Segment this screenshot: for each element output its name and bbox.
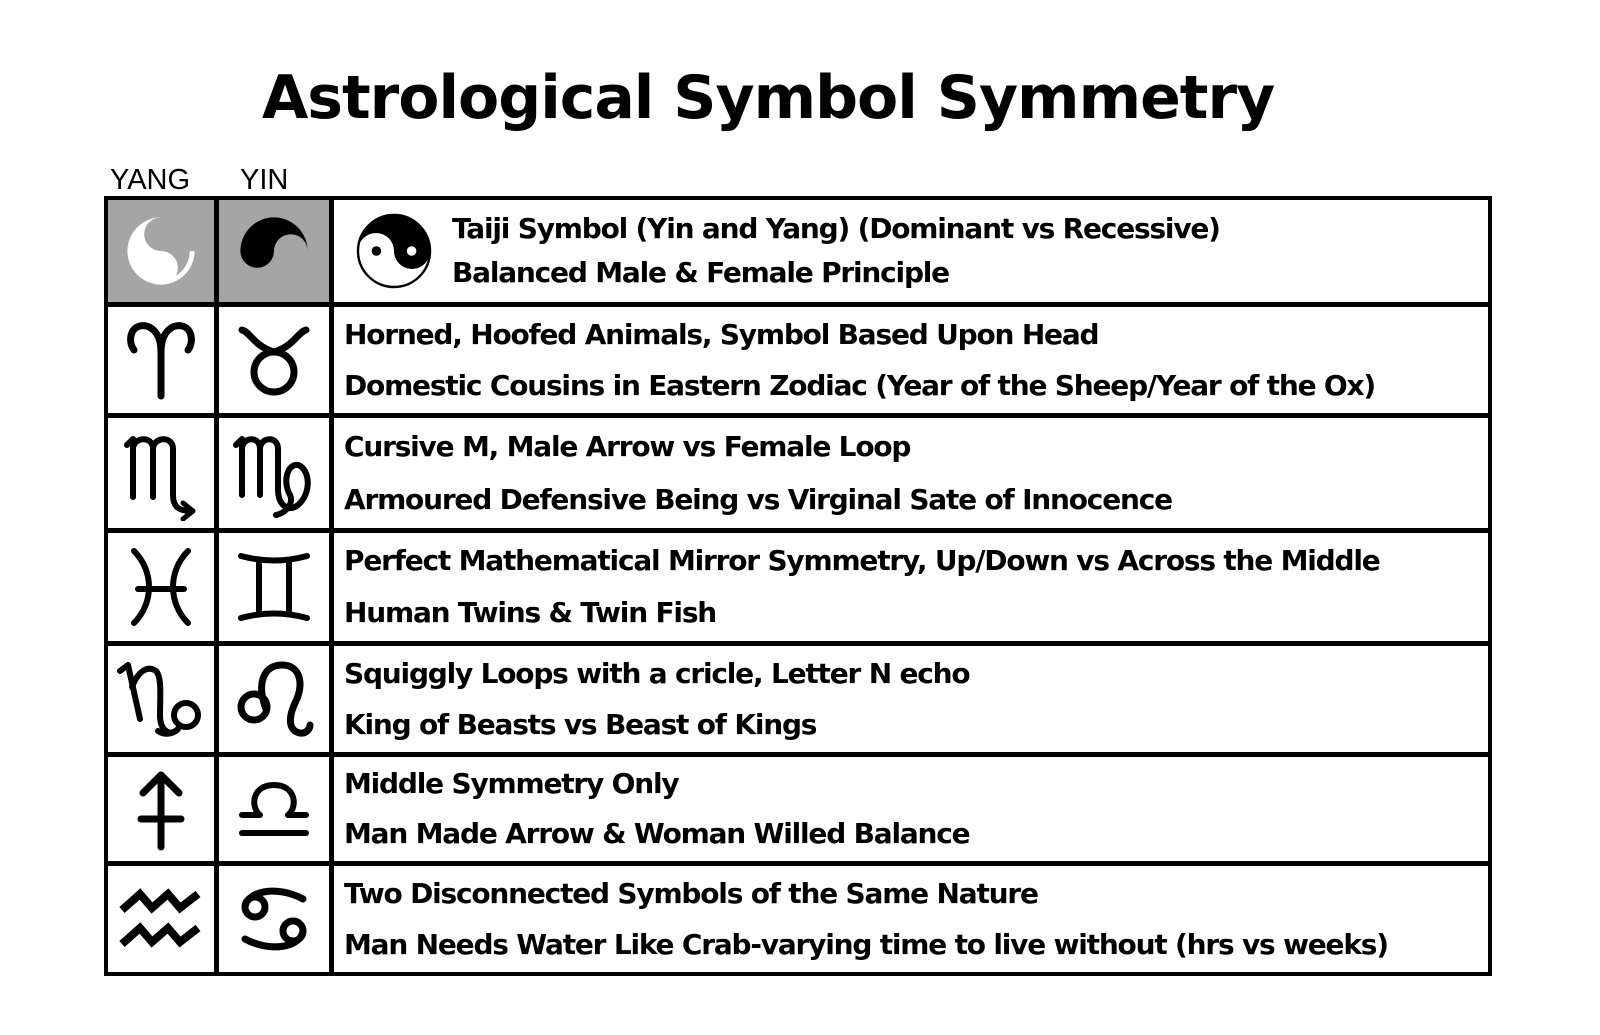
column-header-yang: YANG [110,164,191,196]
description-line-1: Perfect Mathematical Mirror Symmetry, Up/Down vs Across the Middle [344,544,1380,577]
yin-half-icon [219,200,329,302]
description-line-2: Armoured Defensive Being vs Virginal Sate of Innocence [344,482,1172,516]
yang-half-icon [108,200,214,302]
description-line-1: Horned, Hoofed Animals, Symbol Based Upon Head [344,317,1099,351]
gemini-icon [219,533,329,641]
description-line-2: Domestic Cousins in Eastern Zodiac (Year of the Sheep/Year of the Ox) [344,368,1375,402]
description-line-1: Two Disconnected Symbols of the Same Nature [344,876,1038,910]
page-title: Astrological Symbol Symmetry [261,63,1275,133]
scorpio-icon [108,418,214,528]
taurus-icon [219,307,329,413]
aries-icon [108,307,214,413]
description-row-3 [334,418,1488,528]
yin-yang-icon [354,211,434,291]
description-line-1: Taiji Symbol (Yin and Yang) (Dominant vs Recessive) [452,212,1220,245]
description-line-2: King of Beasts vs Beast of Kings [344,707,817,741]
description-line-2: Man Made Arrow & Woman Willed Balance [344,817,970,850]
description-row-5 [334,646,1488,752]
description-line-2: Man Needs Water Like Crab-varying time to live without (hrs vs weeks) [344,927,1388,961]
description-row-1 [334,200,1488,302]
column-header-yin: YIN [240,164,289,196]
description-line-1: Middle Symmetry Only [344,767,679,800]
capricorn-icon [108,646,214,752]
description-row-7 [334,866,1488,972]
virgo-icon [219,418,329,528]
description-row-2 [334,307,1488,413]
aquarius-icon [108,866,214,972]
description-line-2: Human Twins & Twin Fish [344,596,717,629]
description-row-6 [334,757,1488,861]
description-row-4 [334,533,1488,641]
description-line-2: Balanced Male & Female Principle [452,256,949,289]
libra-icon [219,757,329,861]
pisces-icon [108,533,214,641]
description-line-1: Cursive M, Male Arrow vs Female Loop [344,429,911,463]
cancer-icon [219,866,329,972]
description-line-1: Squiggly Loops with a cricle, Letter N echo [344,656,970,690]
sagittarius-icon [108,757,214,861]
symbol-table [104,196,1492,976]
leo-icon [219,646,329,752]
